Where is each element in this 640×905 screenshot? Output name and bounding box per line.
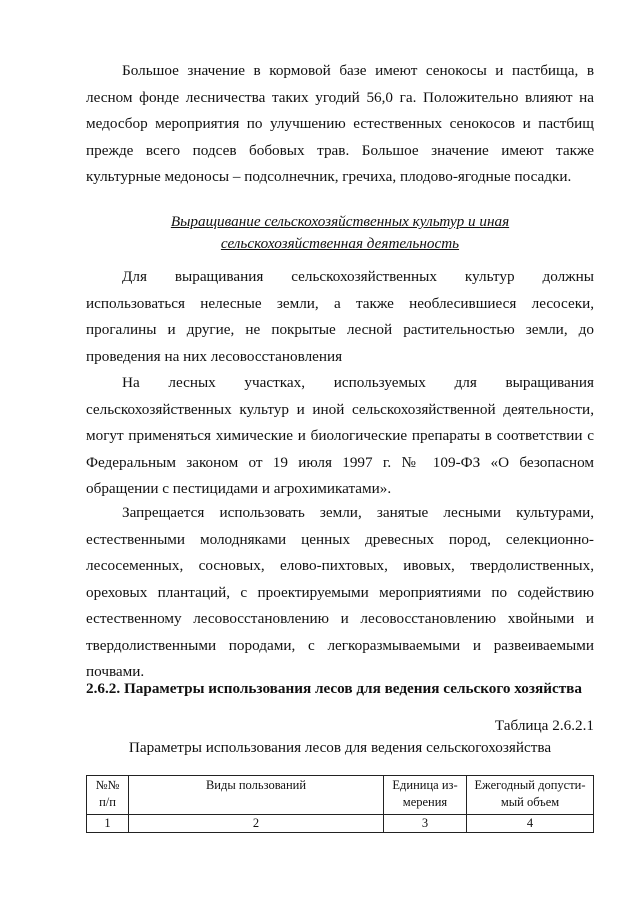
paragraph-nonforest-lands: Для выращивания сельскохозяйственных культур должны использоваться нелесные земли, а также необлесившиеся лесосеки, прогалины и другие, не покрытые лесной растительностью земли, до проведения на них лесовосстановления bbox=[86, 268, 594, 365]
header-usage-types: Виды пользований bbox=[129, 776, 384, 815]
table-cell: 2 bbox=[129, 815, 384, 833]
header-unit bbox=[384, 776, 467, 815]
subsection-heading bbox=[86, 211, 594, 255]
paragraph-chemicals: На лесных участках, используемых для выращивания сельскохозяйственных культур и иной сельскохозяйственной деятельности, могут применяться химические и биологические препараты в соответствии с Федеральным законом от 19 июля 1997 г. № 109-ФЗ «О безопасном обращении с пестицидами и агрохимикатами». bbox=[86, 374, 594, 497]
table-cell: 3 bbox=[384, 815, 467, 833]
table-cell: 1 bbox=[87, 815, 129, 833]
parameters-table bbox=[86, 775, 594, 833]
header-number-line2: п/п bbox=[99, 795, 116, 809]
header-annual-volume-line1: Ежегодный допусти- bbox=[474, 778, 586, 792]
section-heading: 2.6.2. Параметры использования лесов для ведения сельского хозяйства bbox=[86, 680, 582, 697]
paragraph-forage-base: Большое значение в кормовой базе имеют сенокосы и пастбища, в лесном фонде лесничества таких угодий 56,0 га. Положительно влияют на медосбор мероприятия по улучшению естественных сенокосов и пастбищ прежде всего подсев бобовых трав. Большое значение имеют также культурные медоносы – подсолнечник, гречиха, плодово-ягодные посадки. bbox=[86, 62, 594, 185]
header-number bbox=[87, 776, 129, 815]
header-number-line1: №№ bbox=[95, 778, 120, 792]
header-unit-line2: мерения bbox=[402, 795, 448, 809]
table-cell: 4 bbox=[467, 815, 594, 833]
subsection-heading-line1: Выращивание сельскохозяйственных культур и иная bbox=[170, 213, 510, 230]
table-row bbox=[87, 815, 594, 833]
header-annual-volume-line2: мый объем bbox=[500, 795, 560, 809]
header-unit-line1: Единица из- bbox=[392, 778, 458, 792]
table-title: Параметры использования лесов для ведения сельскогохозяйства bbox=[128, 739, 552, 756]
table-label: Таблица 2.6.2.1 bbox=[494, 717, 594, 734]
table-header-row bbox=[87, 776, 594, 815]
header-annual-volume bbox=[467, 776, 594, 815]
subsection-heading-line2: сельскохозяйственная деятельность bbox=[220, 235, 460, 252]
paragraph-prohibited-lands: Запрещается использовать земли, занятые лесными культурами, естественными молодняками ценных древесных пород, селекционно-лесосеменных, сосновых, елово-пихтовых, ивовых, твердолиственных, ореховых плантаций, с проектируемыми мероприятиями по содействию естественному лесовосстановлению и лесовосстановлению хвойными и твердолиственными породами, с легкоразмываемыми и развеиваемыми почвами. bbox=[86, 504, 594, 680]
